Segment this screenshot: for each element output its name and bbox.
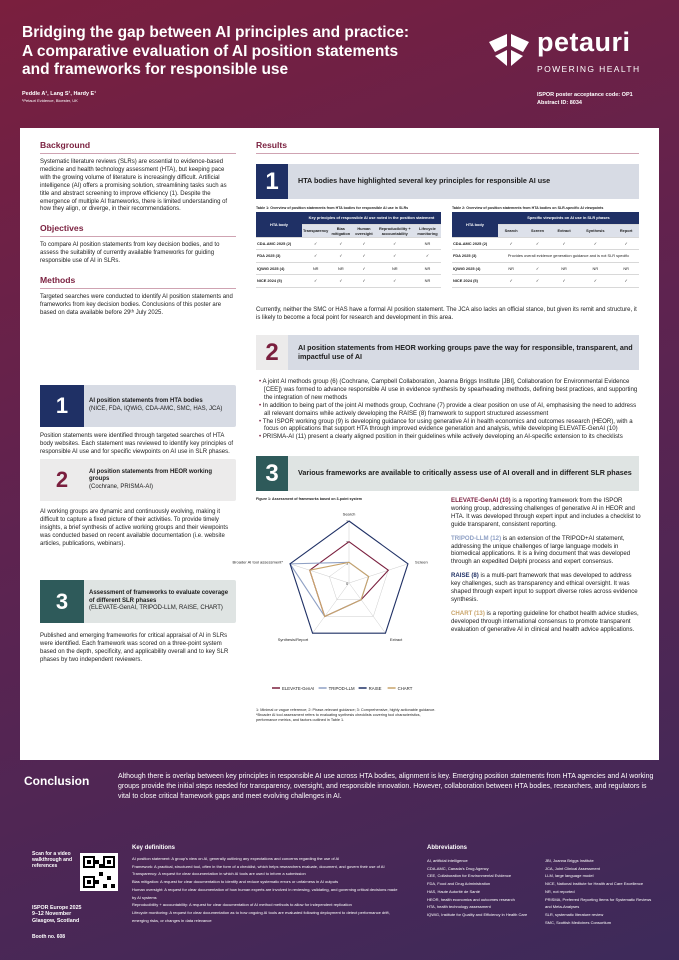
- table-row-label: CDA-AMC 2025 (2): [452, 237, 498, 250]
- radar-tick-label: 3: [346, 519, 349, 524]
- table-cell: ✓: [498, 237, 524, 250]
- framework-item: [451, 610, 641, 634]
- result-title: Various frameworks are available to critically assess use of AI overall and in different SLR phases: [298, 468, 632, 478]
- footer: [20, 821, 659, 941]
- bullet-text: A joint AI methods group (6) (Cochrane, Campbell Collaboration, Joanna Briggs Institute [JBI], Collaboration for Environmental Evidence [CEE]) was formed to advance responsible AI use in evidence synthesis by spearheading methods, defining best practices, and supporting the integration of new methods: [262, 378, 638, 401]
- table-cell: ✓: [613, 275, 639, 288]
- table-cell: NR: [414, 262, 441, 275]
- method-box-sub: (Cochrane, PRISMA-AI): [89, 483, 154, 490]
- framework-text: is a reporting framework from the ISPOR working group, addressing challenges of generative AI in HEOR and HTA. It was developed through expert input and includes a checklist to guide transparent, consistent reporting.: [451, 497, 641, 528]
- table-cell: NR: [414, 237, 441, 250]
- authors: Peddle A¹, Lang S¹, Hardy E¹: [22, 91, 97, 97]
- abbreviations: [427, 845, 657, 925]
- abbreviations-left: [427, 857, 539, 919]
- table-cell: NR: [302, 262, 329, 275]
- table-row: [256, 275, 441, 288]
- method-box-1: [40, 385, 236, 427]
- table-column-header: Search: [498, 224, 524, 237]
- bullet-text: PRISMA-AI (11) present a clearly aligned position in their guidelines while actively developing an AI-specific extension to its checklists: [262, 433, 623, 441]
- abbreviation-item: LLM, large language model: [545, 873, 594, 879]
- results-heading-wrap: [256, 140, 639, 159]
- framework-descriptions: [451, 497, 641, 640]
- method-box-2-text: AI working groups are dynamic and continuously evolving, making it difficult to capture a fixed picture of their activities. To provide timely insights, a brief synthesis of active working groups and their viewpoints was conducted based on recent available documentation (i.e. website articles, publications, webinars).: [40, 509, 229, 547]
- bullet-item: [256, 433, 639, 441]
- table-cell: ✓: [524, 262, 550, 275]
- table-cell: ✓: [414, 250, 441, 263]
- table-row-label: NICE 2024 (5): [256, 275, 302, 288]
- methods-intro: Targeted searches were conducted to identify AI position statements and frameworks from key decision bodies. Conclusions of this poster are based on data available before 29ᵗʰ July 2025.: [40, 294, 233, 316]
- table-cell: ✓: [376, 275, 414, 288]
- table-column-header: Transparency: [302, 224, 329, 237]
- table-cell: ✓: [376, 250, 414, 263]
- table-row-label: CDA-AMC 2025 (2): [256, 237, 302, 250]
- radar-legend-label: CHART: [397, 686, 413, 691]
- method-box-1-text: Position statements were identified through targeted searches of HTA body websites. Each statement was reviewed to identify key principles of responsible AI use and for specific viewpoints on AI use in SLR phases.: [40, 433, 234, 455]
- abbreviation-item: PRISMA, Preferred Reporting Items for Systematic Reviews and Meta-Analyses: [545, 896, 652, 910]
- table-caption: Table 2: Overview of position statements from HTA bodies on SLR-specific AI viewpoints: [452, 206, 604, 210]
- abbreviations-heading: Abbreviations: [427, 845, 468, 851]
- bullet-text: The ISPOR working group (9) is developing guidance for using generative AI in health economics and outcomes research (HEOR), with a focus on applications that support HTA through improved evidence generation and analysis, while developing ELEVATE-GenAI (10): [262, 417, 633, 433]
- abstract-info: [537, 91, 633, 107]
- abbreviation-item: IQWiG, Institute for Quality and Efficiency in Health Care: [427, 911, 528, 917]
- method-box-3: [40, 580, 236, 623]
- table-row: [452, 275, 639, 288]
- table-row: [256, 262, 441, 275]
- bullet-text: In addition to being part of the joint AI methods group, Cochrane (7) provide a clear position on use of AI, emphasising the need to address all relevant domains while actively developing the RAISE (8) framework to support structured assessment: [262, 401, 637, 417]
- framework-item: [451, 535, 641, 567]
- qr-code[interactable]: [80, 853, 118, 891]
- figure-footnote: 1: Minimal or vague reference; 2: Phase-relevant guidance; 3: Comprehensive, highly actionable guidance. *Broader AI tool assessment refers to evaluating synthesis checklists covering tool characteristics, performance metrics, and factors outlined in Table 1.: [256, 708, 436, 723]
- table-cell: ✓: [577, 237, 613, 250]
- table-column-header: Human oversight: [352, 224, 375, 237]
- logo-name: petauri: [537, 27, 631, 57]
- poster-header: [0, 0, 679, 118]
- table-column-header: Screen: [524, 224, 550, 237]
- framework-item: [451, 497, 641, 529]
- table-cell: NR: [577, 262, 613, 275]
- definition-item: Human oversight: A request for clear documentation of how human experts are involved in reviewing, validating, and governing critical decisions made by AI systems: [132, 886, 398, 900]
- method-box-number: 2: [40, 459, 84, 501]
- framework-text: is a multi-part framework that was developed to address key challenges, such as transparency and ethical oversight. It was shaped through expert input to support diverse roles across evidence synthesis.: [451, 572, 638, 603]
- table-cell: ✓: [352, 275, 375, 288]
- abbreviation-item: HTA, health technology assessment: [427, 904, 491, 910]
- radar-axis-line: [290, 564, 349, 583]
- table-row-label: IQWiG 2025 (4): [256, 262, 302, 275]
- method-box-number: 3: [40, 580, 84, 623]
- table-cell: ✓: [329, 237, 352, 250]
- background-heading: Background: [40, 140, 236, 154]
- table-cell: ✓: [551, 237, 578, 250]
- method-box-3-text: Published and emerging frameworks for critical appraisal of AI in SLRs were identified. Each framework was scored on a three-point system based on the depth, specificity, and applicability overall and to key SLR phases by two independent reviewers.: [40, 633, 229, 663]
- bullet-item: [256, 402, 639, 418]
- event-name: ISPOR Europe 2025: [32, 905, 82, 911]
- abbreviation-item: SMC, Scottish Medicines Consortium: [545, 919, 612, 925]
- methods-heading: Methods: [40, 275, 236, 289]
- table-cell: NR: [376, 262, 414, 275]
- result-number: 2: [256, 335, 288, 370]
- method-box-sub: (ELEVATE-GenAI, TRIPOD-LLM, RAISE, CHART): [89, 605, 223, 612]
- bullet-dot: •: [259, 378, 263, 385]
- abstract-id: Abstract ID: 8034: [537, 100, 582, 106]
- table-cell: ✓: [302, 237, 329, 250]
- abbreviation-item: HAS, Haute Autorité de Santé: [427, 888, 480, 894]
- abbreviation-item: CEE, Collaboration for Environmental Evidence: [427, 873, 512, 879]
- result-box-2: [256, 335, 639, 370]
- radar-axis-label: Extract: [389, 637, 403, 643]
- table-column-header: Reproducibility + accountability: [376, 224, 414, 237]
- petauri-logo: [487, 28, 657, 88]
- radar-legend-label: TRIPOD-LLM: [328, 686, 355, 691]
- table-column-header: Lifecycle monitoring: [414, 224, 441, 237]
- table-row: [452, 262, 639, 275]
- bullet-dot: •: [259, 401, 263, 409]
- bullet-item: [256, 378, 639, 402]
- abbreviation-item: NR, not reported: [545, 888, 575, 894]
- table-cell: NR: [498, 262, 524, 275]
- table-row-label: FDA 2025 (3): [452, 250, 498, 263]
- abbreviation-item: HEOR, health economics and outcomes research: [427, 896, 515, 902]
- conclusion-heading: Conclusion: [24, 774, 90, 788]
- table-cell: ✓: [329, 275, 352, 288]
- table-column-header: Extract: [551, 224, 578, 237]
- result-1-note: Currently, neither the SMC or HAS have a formal AI position statement. The JCA also lacks an official stance, but given its remit and structure, it is likely to become a focal point for research and development in this area.: [256, 307, 637, 321]
- table-cell: ✓: [329, 250, 352, 263]
- result-title: AI position statements from HEOR working groups pave the way for responsible, transparent, and impactful use of AI: [298, 342, 633, 361]
- booth-number: Booth no. 608: [32, 934, 66, 940]
- table-row: [256, 237, 441, 250]
- qr-code-icon: [83, 856, 115, 888]
- radar-legend-label: ELEVATE-GenAI: [282, 686, 315, 691]
- radar-axis-label: Broader AI tool assessment*: [232, 559, 283, 565]
- table-cell: ✓: [524, 237, 550, 250]
- framework-name: TRIPOD-LLM (12): [451, 534, 502, 542]
- framework-text: is a reporting guideline for chatbot health advice studies, developed through international consensus to promote transparent evaluation of generative AI in clinical and health advice applications.: [451, 609, 639, 633]
- radar-axis-label: Search: [342, 511, 356, 517]
- definitions-heading: Key definitions: [132, 845, 176, 851]
- background-text: Systematic literature reviews (SLRs) are essential to evidence-based medicine and health technology assessment (HTA), but keeping pace with the growing volume of literature is increasingly difficult. Artificial intelligence (AI) offers a promising solution, streamlining tasks such as title and abstract screening to improve efficiency (1). Despite the emergence of multiple AI frameworks, there is limited understanding of how they align, or diverge, in their recommendations.: [40, 159, 228, 213]
- table-row-head: HTA body: [256, 212, 302, 237]
- table-cell: NR: [551, 262, 578, 275]
- objectives-heading: Objectives: [40, 223, 236, 237]
- left-column: [40, 140, 236, 318]
- result-number: 3: [256, 456, 288, 491]
- table-cell: ✓: [551, 275, 578, 288]
- table-row-label: NICE 2024 (5): [452, 275, 498, 288]
- definition-item: Reproducibility + accountability: A request for clear documentation of AI method methods to allow for independent replication: [132, 902, 352, 908]
- abbreviation-item: AI, artificial intelligence: [427, 858, 468, 863]
- method-box-title: AI position statements from HEOR working groups: [89, 468, 213, 483]
- radar-tick-label: 1: [346, 560, 349, 566]
- table-row-label: IQWiG 2025 (4): [452, 262, 498, 275]
- table-cell: NR: [414, 275, 441, 288]
- abbreviation-item: FDA, Food and Drug Administration: [427, 881, 491, 887]
- figure-caption: Figure 1: Assessment of frameworks based on 3-point system: [256, 497, 362, 501]
- table-cell: NR: [329, 262, 352, 275]
- definitions: [132, 845, 402, 924]
- table-cell: ✓: [352, 262, 375, 275]
- bullet-dot: •: [259, 417, 263, 425]
- method-box-2: [40, 459, 236, 501]
- radar-chart: [232, 503, 442, 703]
- conclusion-text: Although there is overlap between key principles in responsible AI use across HTA bodies, alignment is key. Emerging position statements from HTA agencies and AI working groups provide the initial steps needed for transparency, oversight, and responsible innovation. However, collaboration between HTA bodies, researchers, and regulators is vital to close critical framework gaps and meet evolving challenges in AI.: [118, 773, 654, 800]
- table-row-head: HTA body: [452, 212, 498, 237]
- result-box-3: [256, 456, 639, 491]
- result-2-bullet-list: [256, 378, 639, 441]
- abbreviation-item: SLR, systematic literature review: [545, 911, 604, 917]
- table-row: [256, 250, 441, 263]
- affiliation: ¹Petauri Evidence, Bicester, UK: [22, 98, 78, 103]
- table-cell: ✓: [376, 237, 414, 250]
- framework-name: ELEVATE-GenAI (10): [451, 497, 511, 504]
- definition-item: AI position statement: A group's view on AI, generally outlining any expectations and concerns regarding the use of AI: [132, 856, 340, 861]
- table-column-header: Synthesis: [577, 224, 613, 237]
- method-box-title: AI position statements from HTA bodies: [89, 398, 203, 405]
- definition-item: Bias mitigation: A request for clear documentation to identify and reduce systematic errors or unfairness in AI outputs: [132, 879, 339, 885]
- abbreviation-item: NICE, National Institute for Health and Care Excellence: [545, 881, 644, 887]
- table-row: [452, 237, 639, 250]
- framework-item: [451, 572, 641, 604]
- objectives-text: To compare AI position statements from key decision bodies, and to assess the suitability of currently available frameworks for guiding responsible use of AI in SLRs.: [40, 242, 220, 265]
- result-number: 1: [256, 164, 288, 199]
- result-box-1: [256, 164, 639, 199]
- table-cell: ✓: [577, 275, 613, 288]
- definitions-list: [132, 855, 402, 924]
- conclusion-band: [0, 766, 679, 816]
- radar-axis-line: [349, 583, 385, 633]
- abbreviations-right: [545, 857, 657, 926]
- framework-name: RAISE (8): [451, 572, 479, 580]
- definition-item: Framework: A practical, structured tool, often in the form of a checklist, which helps researchers evaluate, document, and govern their use of AI: [132, 863, 385, 869]
- table-cell: ✓: [613, 237, 639, 250]
- table-1: [256, 206, 441, 288]
- results-heading: Results: [256, 140, 639, 154]
- definition-item: Lifecycle monitoring: A request for clear documentation as to how ongoing AI tools are evaluated following deployment to detect performance drift, emerging risks, or changes in data relevance: [132, 909, 390, 923]
- bullet-dot: •: [259, 433, 263, 441]
- result-title: HTA bodies have highlighted several key principles for responsible AI use: [298, 176, 551, 186]
- table-cell: ✓: [352, 237, 375, 250]
- framework-text: is an extension of the TRIPOD+AI statement, addressing the unique challenges of large language models in biomedical applications. It is a living document that was developed through an expedited Delphi process and expert consensus.: [451, 534, 631, 566]
- radar-axis-label: Screen: [415, 559, 428, 565]
- radar-legend-label: RAISE: [368, 686, 382, 691]
- table-group-head: Specific viewpoints on AI use in SLR phases: [498, 212, 639, 224]
- definition-item: Transparency: A request for clear documentation in which AI tools are used to inform a submission: [132, 871, 306, 877]
- radar-series-tripod-llm: [290, 562, 369, 616]
- event-dates: 9–12 November: [32, 911, 72, 918]
- table-group-head: Key principles of responsible AI use noted in the position statement: [302, 212, 441, 224]
- table-row-label: FDA 2025 (3): [256, 250, 302, 263]
- method-box-sub: (NICE, FDA, IQWiG, CDA-AMC, SMC, HAS, JCA): [89, 406, 223, 412]
- table-caption: Table 1: Overview of position statements from HTA bodies for responsible AI use in SLRs: [256, 206, 409, 210]
- table-column-header: Bias mitigation: [329, 224, 352, 237]
- poster-title: Bridging the gap between AI principles and practice: A comparative evaluation of AI position statements and frameworks for responsible use: [22, 24, 409, 78]
- table-row: [452, 250, 639, 263]
- method-box-title: Assessment of frameworks to evaluate coverage of different SLR phases: [89, 590, 229, 604]
- petauri-logo-icon: [487, 32, 531, 68]
- logo-tagline: POWERING HEALTH: [537, 64, 641, 74]
- abbreviation-item: CDA-AMC, Canada's Drug Agency: [427, 865, 489, 871]
- method-box-number: 1: [40, 385, 84, 427]
- table-cell: ✓: [302, 250, 329, 263]
- event-place: Glasgow, Scotland: [32, 917, 80, 924]
- event-info: [32, 905, 81, 924]
- table-cell: ✓: [352, 250, 375, 263]
- qr-label: Scan for a video walkthrough and references: [32, 851, 72, 869]
- bullet-item: [256, 418, 639, 434]
- table-cell: Provides overall evidence generation guidance and is not SLR specific: [498, 250, 639, 263]
- figure-1: [232, 497, 442, 724]
- table-cell: NR: [613, 262, 639, 275]
- abbreviation-item: JCA, Joint Clinical Assessment: [545, 865, 600, 871]
- framework-name: CHART (13): [451, 609, 485, 617]
- radar-tick-label: 0: [346, 581, 349, 586]
- table-column-header: Report: [613, 224, 639, 237]
- radar-tick-label: 2: [346, 539, 349, 545]
- abstract-code: ISPOR poster acceptance code: OP1: [537, 92, 633, 98]
- radar-axis-label: Synthesis/Report: [277, 637, 309, 643]
- table-cell: ✓: [524, 275, 550, 288]
- radar-series-chart: [310, 562, 369, 616]
- table-cell: ✓: [302, 275, 329, 288]
- abbreviation-item: JBI, Joanna Briggs Institute: [545, 858, 594, 863]
- table-cell: ✓: [498, 275, 524, 288]
- table-2: [452, 206, 639, 288]
